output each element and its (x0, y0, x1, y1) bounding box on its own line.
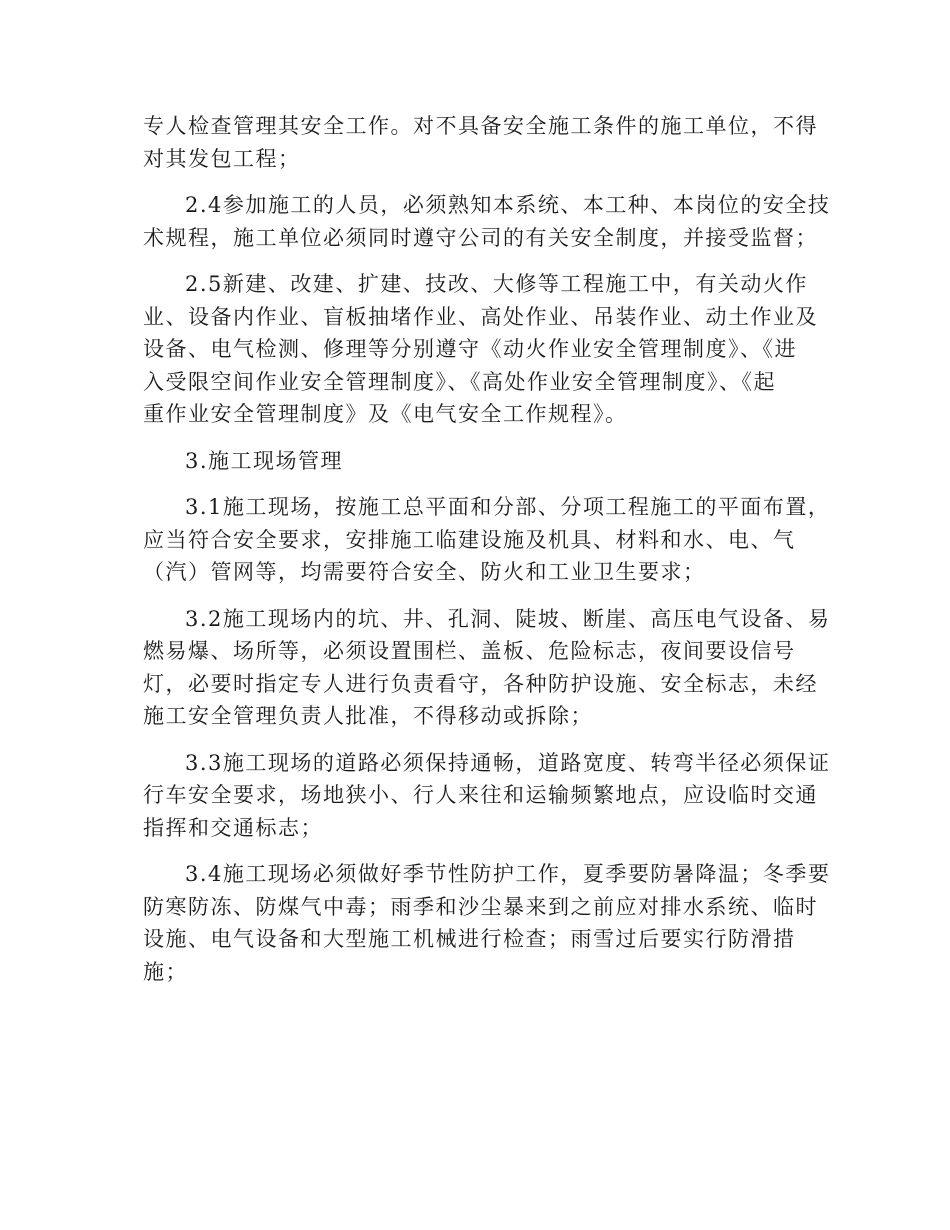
paragraph-line: 3.4施工现场必须做好季节性防护工作，夏季要防暑降温；冬季要 (185, 862, 831, 886)
paragraph (143, 603, 831, 733)
paragraph-line: 3.3施工现场的道路必须保持通畅，道路宽度、转弯半径必须保证 (185, 750, 831, 775)
paragraph (143, 189, 831, 254)
paragraph (143, 445, 813, 478)
paragraph-line: 设备、电气检测、修理等分别遵守《动火作业安全管理制度》、《进 (143, 337, 797, 361)
paragraph-line: 燃易爆、场所等，必须设置围栏、盖板、危险标志，夜间要设信号 (143, 639, 796, 663)
paragraph-line: 业、设备内作业、盲板抽堵作业、高处作业、吊装作业、动土作业及 (143, 304, 818, 329)
paragraph-line: （汽）管网等，均需要符合安全、防火和工业卫生要求； (143, 560, 706, 584)
paragraph-line: 3.施工现场管理 (185, 448, 344, 473)
paragraph-line: 应当符合安全要求，安排施工临建设施及机具、材料和水、电、气 (143, 527, 796, 552)
paragraph (143, 491, 831, 589)
paragraph-line: 重作业安全管理制度》及《电气安全工作规程》。 (143, 402, 628, 426)
paragraph-line: 行车安全要求，场地狭小、行人来往和运输频繁地点，应设临时交通 (143, 783, 818, 807)
paragraph (143, 858, 831, 988)
paragraph-line: 灯，必要时指定专人进行负责看守，各种防护设施、安全标志，未经 (143, 671, 818, 696)
paragraph-line: 防寒防冻、防煤气中毒；雨季和沙尘暴来到之前应对排水系统、临时 (143, 894, 818, 919)
paragraph-line: 2.5新建、改建、扩建、技改、大修等工程施工中，有关动火作 (185, 272, 808, 296)
paragraph-line: 对其发包工程； (143, 146, 301, 171)
paragraph-line: 专人检查管理其安全工作。对不具备安全施工条件的施工单位，不得 (143, 114, 818, 138)
paragraph (143, 268, 818, 431)
document-body (143, 110, 831, 1002)
paragraph-line: 术规程，施工单位必须同时遵守公司的有关安全制度，并接受监督； (143, 225, 818, 250)
paragraph-line: 3.2施工现场内的坑、井、孔洞、陡坡、断崖、高压电气设备、易 (185, 606, 831, 631)
paragraph-line: 施； (143, 959, 188, 984)
paragraph-line: 指挥和交通标志； (143, 815, 323, 840)
paragraph-line: 3.1施工现场，按施工总平面和分部、分项工程施工的平面布置， (185, 495, 831, 519)
paragraph-line: 施工安全管理负责人批准，不得移动或拆除； (143, 704, 593, 728)
paragraph-line: 入受限空间作业安全管理制度》、《高处作业安全管理制度》、《起 (143, 369, 776, 394)
paragraph-line: 设施、电气设备和大型施工机械进行检查；雨雪过后要实行防滑措 (143, 927, 796, 951)
paragraph-line: 2.4参加施工的人员，必须熟知本系统、本工种、本岗位的安全技 (185, 193, 831, 217)
paragraph (143, 110, 818, 175)
paragraph (143, 747, 831, 845)
